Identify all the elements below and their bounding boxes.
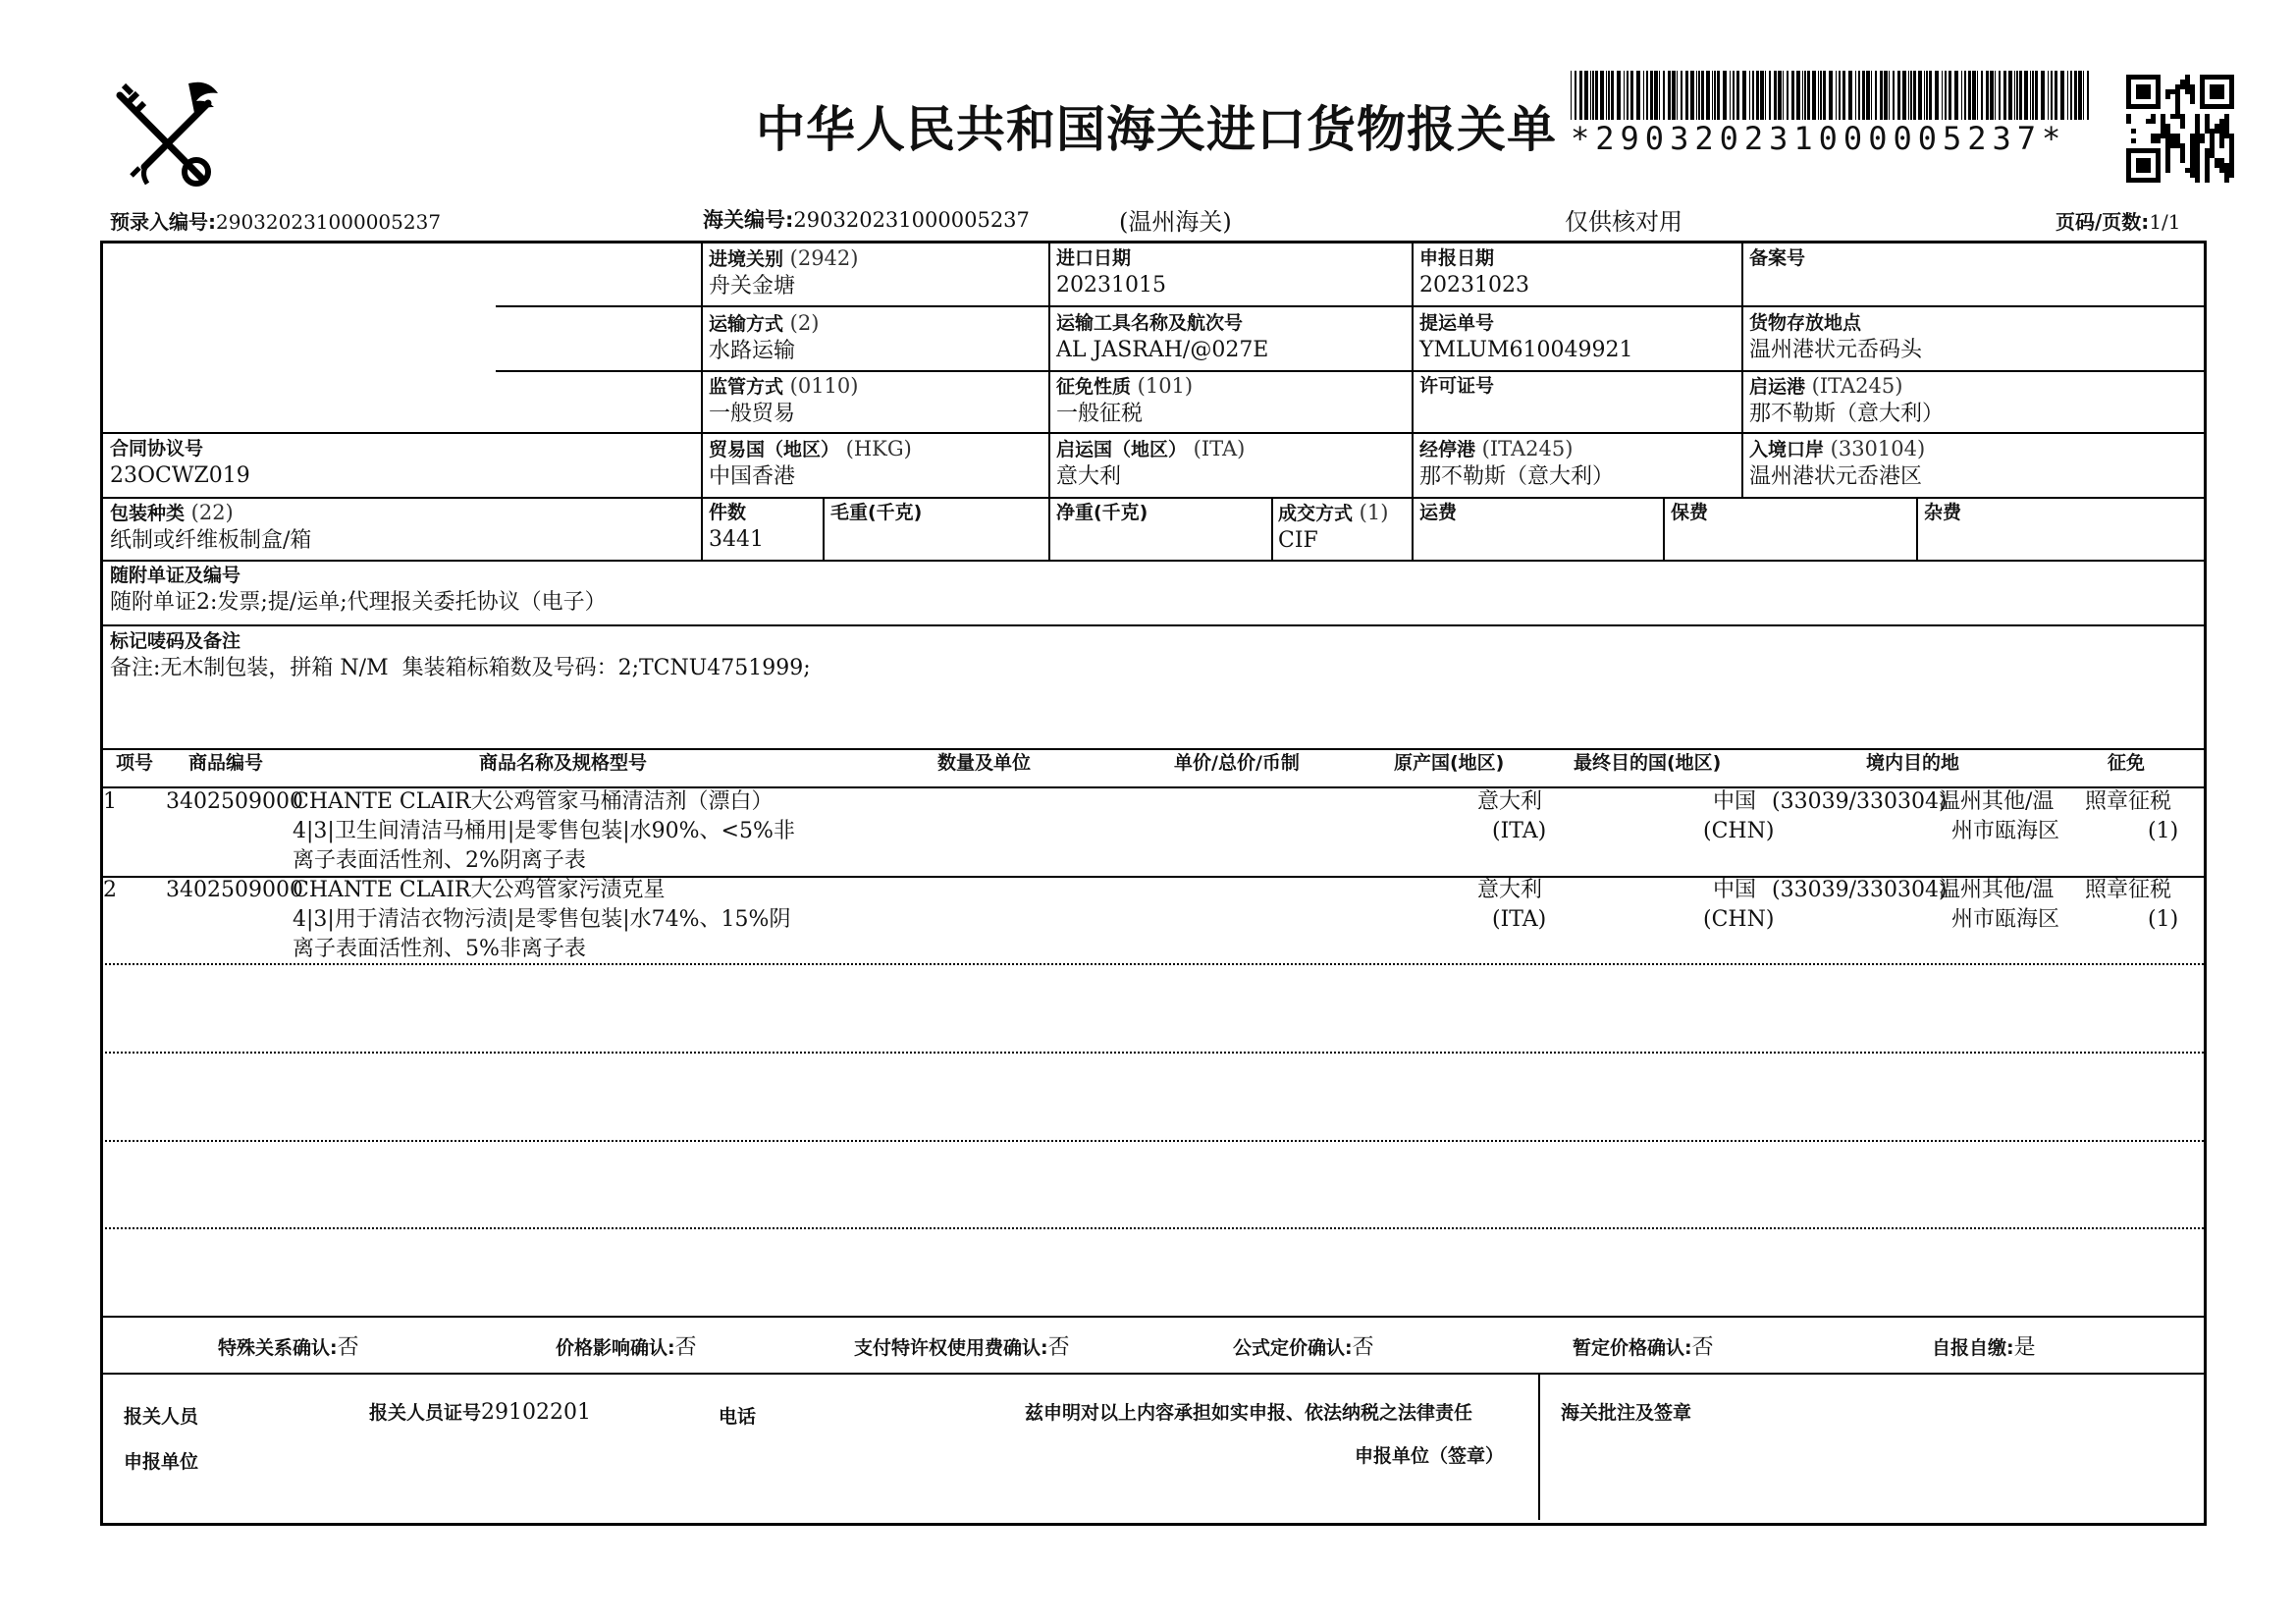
barcode-text: *290320231000005237* xyxy=(1571,120,2067,157)
entry-port-value: 舟关金塘 xyxy=(709,274,796,298)
supervision-mode-cell: 监管方式 (0110) 一般贸易 xyxy=(709,374,859,426)
qr-code xyxy=(2126,75,2234,183)
goods-header-item: 项号 xyxy=(116,752,154,774)
bill-number-cell: 提运单号 YMLUM610049921 xyxy=(1419,312,1633,362)
goods-header-item: 商品名称及规格型号 xyxy=(479,752,648,774)
transport-mode-cell: 运输方式 (2) 水路运输 xyxy=(709,311,820,363)
misc-fee-cell: 杂费 xyxy=(1924,502,1962,523)
declare-date-cell: 申报日期 20231023 xyxy=(1419,247,1529,298)
confirm-self-declare: 自报自缴:是 xyxy=(1932,1335,2036,1360)
license-number-cell: 许可证号 xyxy=(1419,375,1495,397)
confirm-special-relation: 特殊关系确认:否 xyxy=(218,1335,359,1360)
unit-seal-label: 申报单位（签章） xyxy=(1355,1445,1505,1467)
customs-number: 海关编号:290320231000005237 xyxy=(703,208,1030,232)
attached-docs-cell: 随附单证及编号 随附单证2:发票;提/运单;代理报关委托协议（电子） xyxy=(110,565,607,615)
contract-number-cell: 合同协议号 23OCWZ019 xyxy=(110,438,250,488)
import-date-cell: 进口日期 20231015 xyxy=(1056,247,1166,298)
freight-cell: 运费 xyxy=(1419,502,1458,523)
confirm-provisional-price: 暂定价格确认:否 xyxy=(1573,1335,1714,1360)
customs-emblem-icon xyxy=(110,74,228,191)
marks-remarks-cell: 标记唛码及备注 备注:无木制包装，拼箱 N/M 集装箱标箱数及号码：2;TCNU4751999; xyxy=(110,630,811,680)
pieces-cell: 件数 3441 xyxy=(709,502,764,552)
package-type-cell: 包装种类 (22) 纸制或纤维板制盒/箱 xyxy=(110,501,312,553)
phone-label: 电话 xyxy=(719,1406,757,1428)
confirm-royalty: 支付特许权使用费确认:否 xyxy=(854,1335,1070,1360)
storage-location-cell: 货物存放地点 温州港状元岙码头 xyxy=(1749,312,1923,362)
page-number: 页码/页数:1/1 xyxy=(2056,210,2181,234)
customs-approval-label: 海关批注及签章 xyxy=(1561,1402,1692,1424)
goods-header-item: 商品编号 xyxy=(188,752,264,774)
declaration-statement: 兹申明对以上内容承担如实申报、依法纳税之法律责任 xyxy=(1025,1402,1473,1424)
goods-header-item: 单价/总价/币制 xyxy=(1174,752,1300,774)
declarant-cert: 报关人员证号29102201 xyxy=(369,1400,591,1425)
goods-header-item: 境内目的地 xyxy=(1866,752,1960,774)
confirm-formula-price: 公式定价确认:否 xyxy=(1233,1335,1374,1360)
transit-port-cell: 经停港 (ITA245) 那不勒斯（意大利） xyxy=(1419,437,1615,489)
pre-entry-number: 预录入编号:290320231000005237 xyxy=(110,210,442,234)
confirm-price-impact: 价格影响确认:否 xyxy=(556,1335,697,1360)
entry-port-cell: 进境关别 (2942) 舟关金塘 xyxy=(709,245,858,301)
verification-note: 仅供核对用 xyxy=(1565,208,1682,236)
vessel-cell: 运输工具名称及航次号 AL JASRAH/@027E xyxy=(1056,312,1269,362)
levy-nature-cell: 征免性质 (101) 一般征税 xyxy=(1056,374,1194,426)
declaring-unit-label: 申报单位 xyxy=(124,1451,199,1473)
entry-border-cell: 入境口岸 (330104) 温州港状元岙港区 xyxy=(1749,437,1926,489)
trade-country-cell: 贸易国（地区） (HKG) 中国香港 xyxy=(709,437,912,489)
net-weight-cell: 净重(千克) xyxy=(1056,502,1148,523)
departure-port-cell: 启运港 (ITA245) 那不勒斯（意大利） xyxy=(1749,374,1945,426)
goods-header-item: 数量及单位 xyxy=(937,752,1032,774)
gross-weight-cell: 毛重(千克) xyxy=(830,502,923,523)
customs-office: (温州海关) xyxy=(1119,208,1232,236)
goods-header-item: 最终目的国(地区) xyxy=(1574,752,1722,774)
origin-country-cell: 启运国（地区） (ITA) 意大利 xyxy=(1056,437,1246,489)
deal-mode-cell: 成交方式 (1) CIF xyxy=(1278,501,1389,553)
declarant-label: 报关人员 xyxy=(124,1406,199,1428)
record-number-cell: 备案号 xyxy=(1749,247,1806,269)
page-title: 中华人民共和国海关进口货物报关单 xyxy=(756,101,1557,158)
goods-header-item: 原产国(地区) xyxy=(1394,752,1505,774)
goods-header-item: 征免 xyxy=(2108,752,2146,774)
barcode xyxy=(1571,71,2091,126)
insurance-cell: 保费 xyxy=(1671,502,1709,523)
